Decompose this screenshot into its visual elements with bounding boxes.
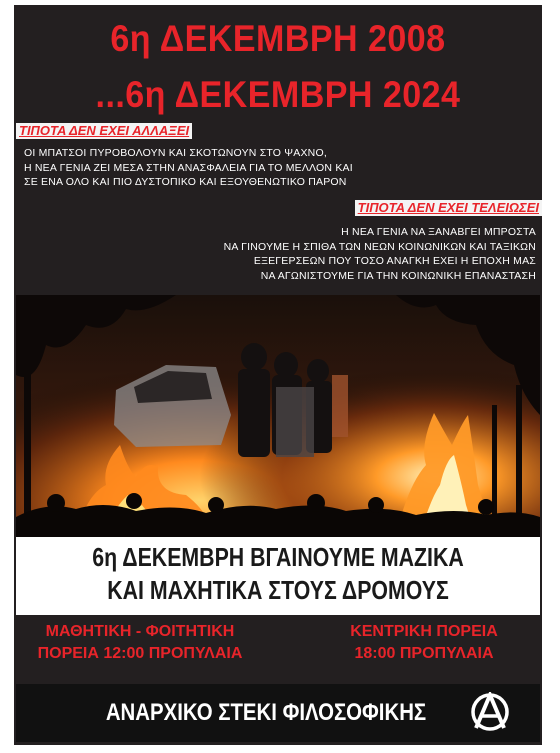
section1-line: ΟΙ ΜΠΑΤΣΟΙ ΠΥΡΟΒΟΛΟΥΝ ΚΑΙ ΣΚΟΤΩΝΟΥΝ ΣΤΟ ΨΑΧΝΟ, bbox=[24, 147, 327, 159]
student-march-line: ΠΟΡΕΙΑ 12:00 ΠΡΟΠΥΛΑΙΑ bbox=[37, 645, 243, 662]
callout-line: ΚΑΙ ΜΑΧΗΤΙΚΑ ΣΤΟΥΣ ΔΡΟΜΟΥΣ bbox=[107, 575, 449, 605]
central-march-info bbox=[314, 621, 534, 665]
section2-heading: ΤΙΠΟΤΑ ΔΕΝ ΕΧΕΙ ΤΕΛΕΙΩΣΕΙ bbox=[355, 200, 542, 216]
section1-line: Η ΝΕΑ ΓΕΝΙΑ ΖΕΙ ΜΕΣΑ ΣΤΗΝ ΑΝΑΣΦΑΛΕΙΑ ΓΙΑ ΤΟ ΜΕΛΛΟΝ ΚΑΙ bbox=[24, 161, 353, 174]
section2-line: Η ΝΕΑ ΓΕΝΙΑ ΝΑ ΞΑΝΑΒΓΕΙ ΜΠΡΟΣΤΑ bbox=[341, 226, 536, 238]
central-march-line: 18:00 ΠΡΟΠΥΛΑΙΑ bbox=[354, 645, 494, 662]
section1-heading: ΤΙΠΟΤΑ ΔΕΝ ΕΧΕΙ ΑΛΛΑΞΕΙ bbox=[16, 123, 192, 139]
section2-line: ΝΑ ΓΙΝΟΥΜΕ Η ΣΠΙΘΑ ΤΩΝ ΝΕΩΝ ΚΟΙΝΩΝΙΚΩΝ ΚΑΙ ΤΑΞΙΚΩΝ bbox=[223, 240, 536, 253]
central-march-line: ΚΕΝΤΡΙΚΗ ΠΟΡΕΙΑ bbox=[350, 623, 498, 640]
section2-line: ΝΑ ΑΓΩΝΙΣΤΟΥΜΕ ΓΙΑ ΤΗΝ ΚΟΙΝΩΝΙΚΗ ΕΠΑΝΑΣΤΑΣΗ bbox=[260, 269, 536, 282]
poster-title-2024: ...6η ΔΕΚΕΜΒΡΗ 2024 bbox=[95, 74, 461, 115]
riot-photo-illustration bbox=[16, 295, 540, 537]
circle-a-anarchy-icon bbox=[470, 692, 510, 732]
section2-line: ΕΞΕΓΕΡΣΕΩΝ ΠΟΥ ΤΟΣΟ ΑΝΑΓΚΗ ΕΧΕΙ Η ΕΠΟΧΗ ΜΑΣ bbox=[253, 255, 536, 267]
callout-band bbox=[16, 537, 540, 615]
poster-title-2008: 6η ΔΕΚΕΜΒΡΗ 2008 bbox=[110, 18, 446, 59]
callout-line: 6η ΔΕΚΕΜΒΡΗ ΒΓΑΙΝΟΥΜΕ ΜΑΖΙΚΑ bbox=[92, 542, 464, 572]
section1-line: ΣΕ ΕΝΑ ΟΛΟ ΚΑΙ ΠΙΟ ΔΥΣΤΟΠΙΚΟ ΚΑΙ ΕΞΟΥΘΕΝΩΤΙΚΟ ΠΑΡΟΝ bbox=[24, 176, 347, 188]
riot-photo bbox=[16, 295, 540, 537]
section1-text bbox=[24, 146, 474, 190]
student-march-info bbox=[20, 621, 260, 665]
student-march-line: ΜΑΘΗΤΙΚΗ - ΦΟΙΤΗΤΙΚΗ bbox=[45, 623, 235, 640]
poster bbox=[14, 5, 542, 745]
section2-text bbox=[96, 225, 536, 283]
organizer-name: ΑΝΑΡΧΙΚΟ ΣΤΕΚΙ ΦΙΛΟΣΟΦΙΚΗΣ bbox=[105, 699, 427, 726]
footer bbox=[16, 684, 540, 742]
